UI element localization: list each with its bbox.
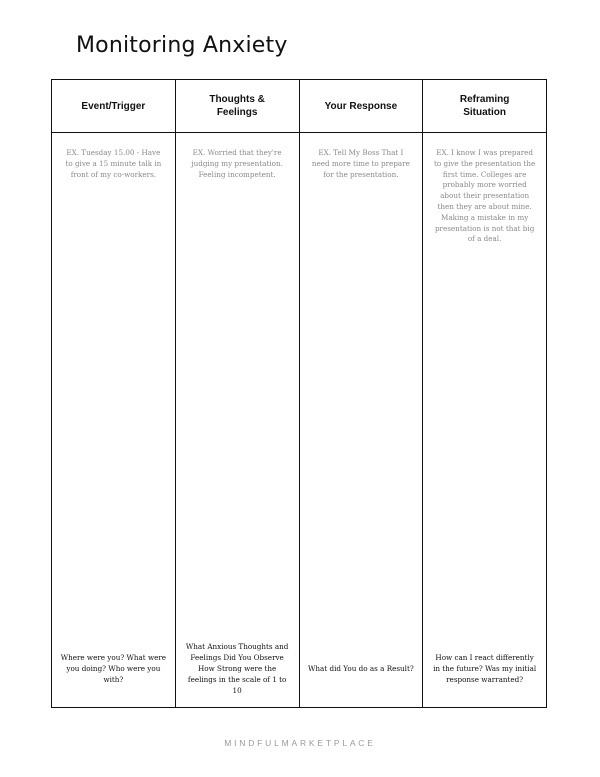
column-example-reframing-situation: EX. I know I was prepared to give the presentation the first time. Colleges are probably more worried about their presentation then they are about mine. Making a mistake in my presentation is not that big of a deal. xyxy=(433,148,536,244)
column-prompt-your-response xyxy=(308,635,415,701)
anxiety-worksheet-table xyxy=(51,79,547,708)
column-header-reframing-situation: Reframing Situation xyxy=(423,80,546,133)
column-header-thoughts-feelings: Thoughts & Feelings xyxy=(176,80,299,133)
prompt-text: Where were you? What were you doing? Who were you with? xyxy=(60,652,167,684)
column-event-trigger xyxy=(52,80,176,707)
column-reframing-situation xyxy=(423,80,546,707)
page-title: Monitoring Anxiety xyxy=(76,33,288,58)
prompt-text: What Anxious Thoughts and Feelings Did You Observe How Strong were the feelings in the scale of 1 to 10 xyxy=(185,641,289,695)
column-header-your-response: Your Response xyxy=(300,80,423,133)
prompt-text: How can I react differently in the future? Was my initial response warranted? xyxy=(433,652,537,684)
prompt-text: What did You do as a Result? xyxy=(308,663,414,673)
column-prompt-event-trigger xyxy=(60,635,167,701)
footer-brand: MINDFULMARKETPLACE xyxy=(224,738,376,748)
column-your-response xyxy=(300,80,424,707)
column-example-thoughts-feelings: EX. Worried that they're judging my presentation. Feeling incompetent. xyxy=(191,148,283,179)
column-example-your-response: EX. Tell My Boss That I need more time to prepare for the presentation. xyxy=(311,148,410,179)
column-example-event-trigger: EX. Tuesday 15.00 - Have to give a 15 minute talk in front of my co-workers. xyxy=(65,148,162,179)
column-thoughts-feelings xyxy=(176,80,300,707)
column-prompt-thoughts-feelings xyxy=(184,635,291,701)
column-header-event-trigger: Event/Trigger xyxy=(52,80,175,133)
column-prompt-reframing-situation xyxy=(431,635,538,701)
